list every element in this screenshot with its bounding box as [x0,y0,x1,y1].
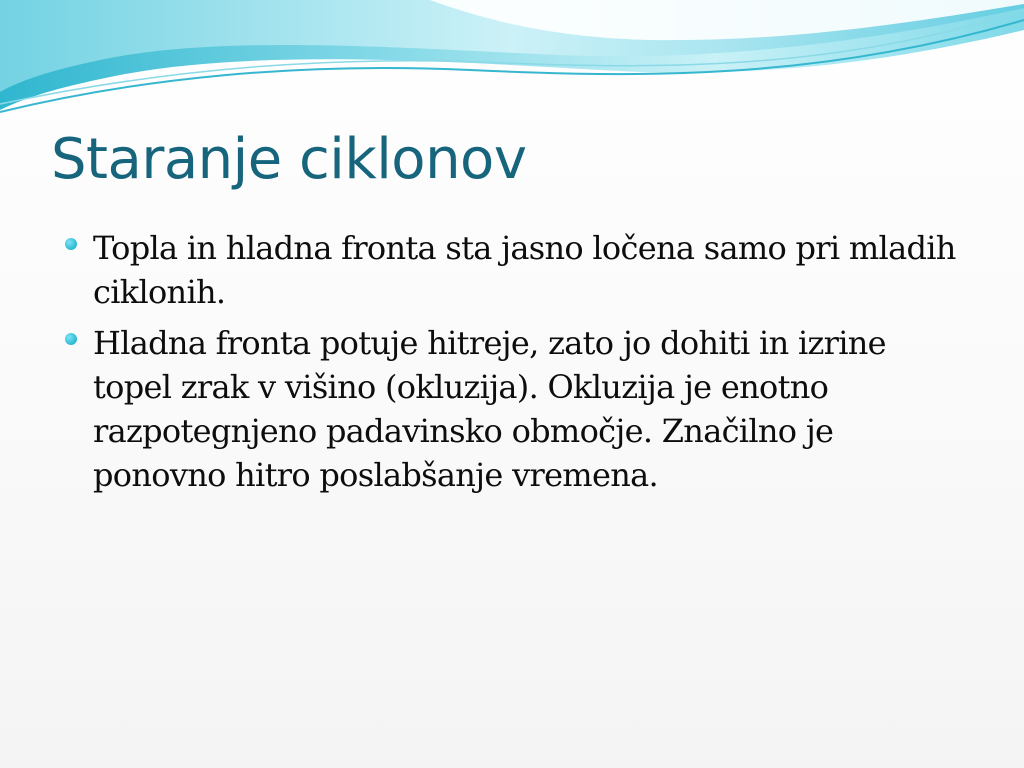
bullet-dot-icon [65,238,77,250]
bullet-text: Hladna fronta potuje hitreje, zato jo dohiti in izrine topel zrak v višino (okluzija). Okluzija je enotno razpotegnjeno padavinsko območje. Značilno je ponovno hitro poslabšanje vremena. [93,324,886,494]
bullet-text: Topla in hladna fronta sta jasno ločena samo pri mladih ciklonih. [93,229,956,311]
bullet-dot-icon [65,333,77,345]
bullet-item [62,226,962,314]
bullet-item [62,321,962,497]
bullet-list [62,226,962,504]
header-wave-decoration [0,0,1024,130]
slide-title: Staranje ciklonov [51,127,527,192]
